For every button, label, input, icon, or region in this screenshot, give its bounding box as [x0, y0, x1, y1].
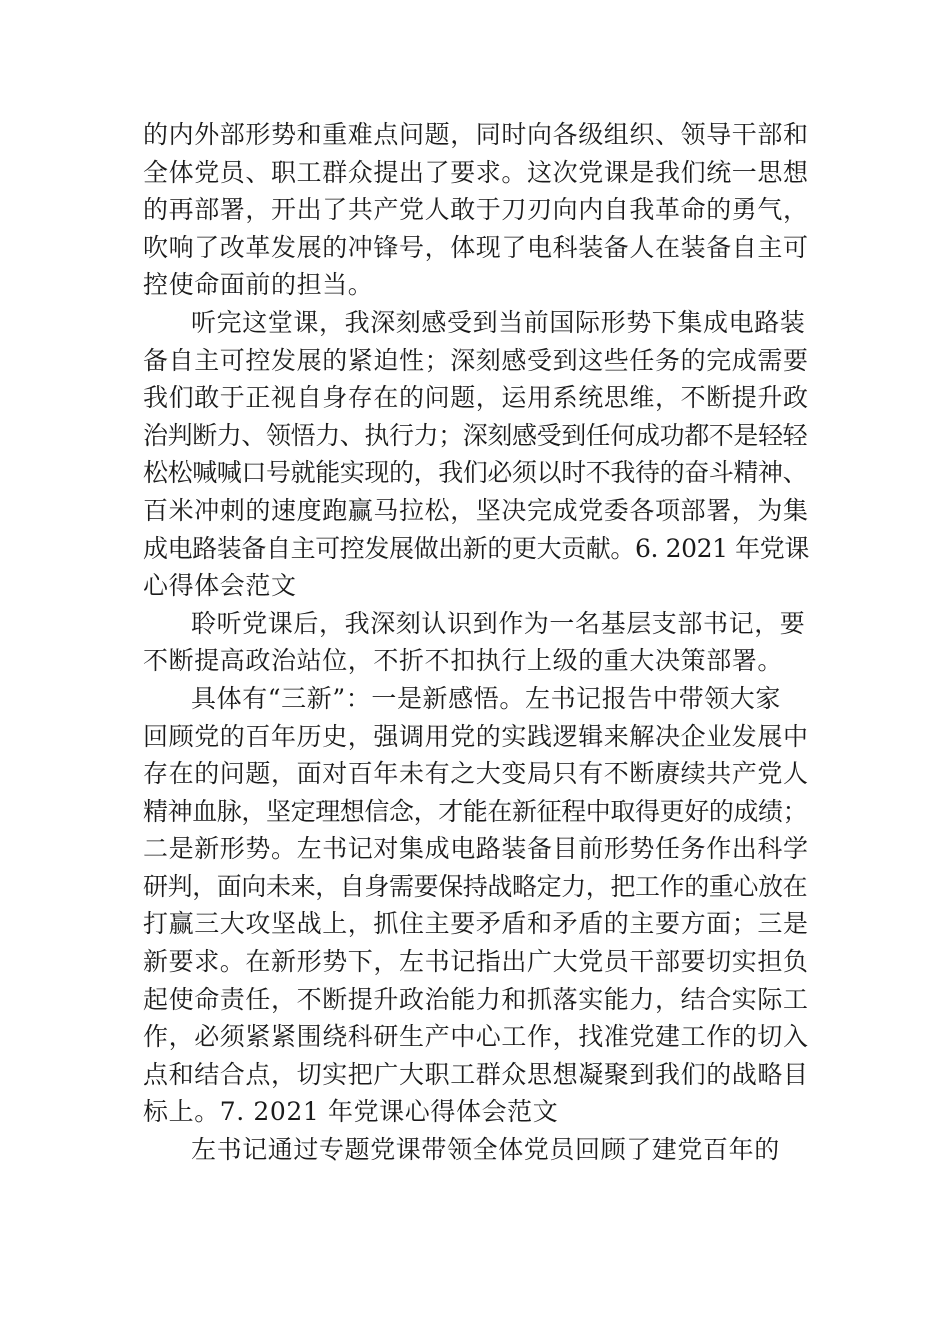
text-line: 的再部署，开出了共产党人敢于刀刃向内自我革命的勇气， [143, 195, 809, 225]
text-line: 控使命面前的担当。 [143, 270, 374, 300]
text-line: 回顾党的百年历史，强调用党的实践逻辑来解决企业发展中 [143, 721, 809, 751]
text-line: 精神血脉，坚定理想信念，才能在新征程中取得更好的成绩； [143, 796, 808, 826]
text-line: 吹响了改革发展的冲锋号，体现了电科装备人在装备自主可 [143, 232, 809, 262]
text-line: 研判，面向未来，自身需要保持战略定力，把工作的重心放在 [143, 871, 808, 901]
text-line: 打赢三大攻坚战上，抓住主要矛盾和矛盾的主要方面；三是 [143, 909, 809, 939]
text-line: 百米冲刺的速度跑赢马拉松，坚决完成党委各项部署，为集 [143, 495, 809, 525]
text-line: 全体党员、职工群众提出了要求。这次党课是我们统一思想 [143, 157, 809, 187]
text-line: 点和结合点，切实把广大职工群众思想凝聚到我们的战略目 [143, 1059, 809, 1089]
paragraph-start-line: 具体有“三新”：一是新感悟。左书记报告中带领大家 [191, 683, 781, 713]
text-line: 作，必须紧紧围绕科研生产中心工作，找准党建工作的切入 [143, 1022, 809, 1052]
text-line: 不断提高政治站位，不折不扣执行上级的重大决策部署。 [143, 646, 784, 676]
text-line: 成电路装备自主可控发展做出新的更大贡献。6. 2021 年党课 [143, 533, 809, 563]
body-text [143, 116, 813, 1169]
text-line: 治判断力、领悟力、执行力；深刻感受到任何成功都不是轻轻 [143, 420, 808, 450]
text-line: 备自主可控发展的紧迫性；深刻感受到这些任务的完成需要 [143, 345, 809, 375]
paragraph-start-line: 左书记通过专题党课带领全体党员回顾了建党百年的 [191, 1135, 780, 1165]
text-line: 起使命责任，不断提升政治能力和抓落实能力，结合实际工 [143, 984, 809, 1014]
section-heading-line: 标上。7. 2021 年党课心得体会范文 [143, 1097, 559, 1127]
paragraph-start-line: 聆听党课后，我深刻认识到作为一名基层支部书记，要 [191, 608, 806, 638]
text-line: 存在的问题，面对百年未有之大变局只有不断赓续共产党人 [143, 759, 809, 789]
text-line: 二是新形势。左书记对集成电路装备目前形势任务作出科学 [143, 834, 809, 864]
text-line: 的内外部形势和重难点问题，同时向各级组织、领导干部和 [143, 120, 809, 149]
text-line: 松松喊喊口号就能实现的，我们必须以时不我待的奋斗精神、 [143, 458, 808, 488]
paragraph-start-line: 听完这堂课，我深刻感受到当前国际形势下集成电路装 [191, 307, 806, 337]
text-line: 新要求。在新形势下，左书记指出广大党员干部要切实担负 [143, 947, 809, 977]
section-heading-line: 心得体会范文 [143, 571, 297, 601]
text-line: 我们敢于正视自身存在的问题，运用系统思维，不断提升政 [143, 383, 809, 413]
